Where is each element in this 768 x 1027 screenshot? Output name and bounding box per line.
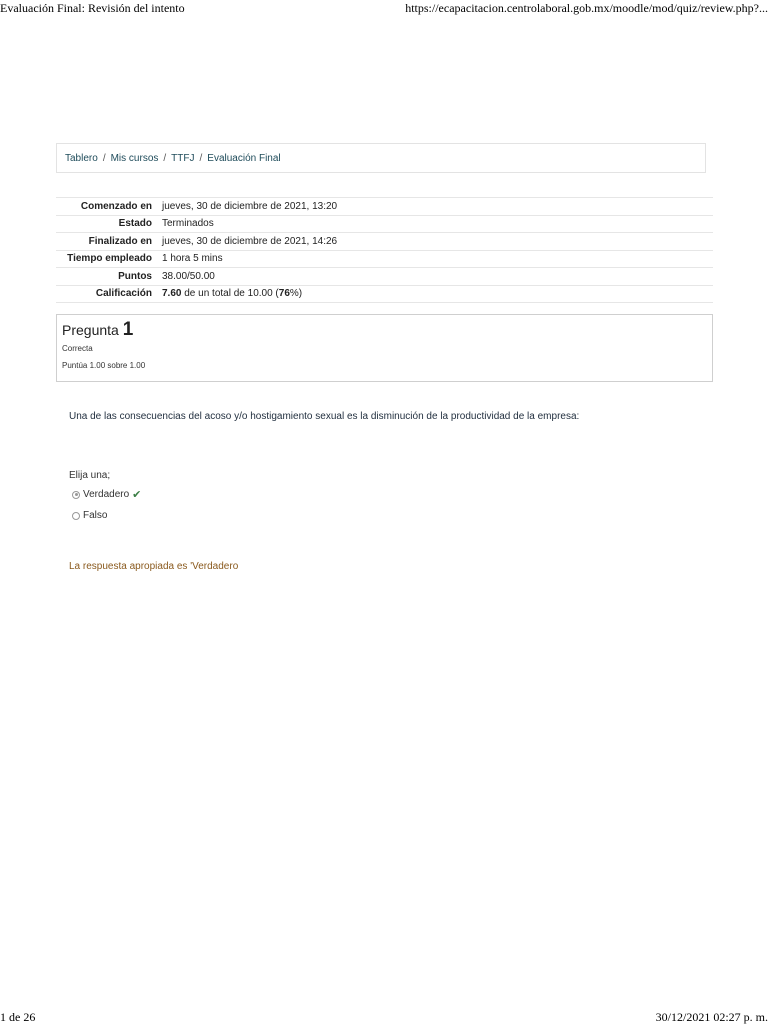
question-label: Pregunta (62, 322, 119, 338)
grade-percent: 76 (278, 288, 290, 300)
summary-row (56, 198, 713, 216)
grade-value (162, 285, 713, 303)
question-info-box (56, 314, 713, 382)
print-page-number: 1 de 26 (0, 1010, 36, 1024)
question-text: Una de las consecuencias del acoso y/o hostigamiento sexual es la disminución de la productividad de la empresa: (69, 411, 580, 422)
summary-row (56, 250, 713, 268)
check-icon: ✔ (132, 489, 142, 501)
radio-unselected-icon[interactable] (72, 512, 80, 520)
print-page-url: https://ecapacitacion.centrolaboral.gob.mx/moodle/mod/quiz/review.php?... (405, 1, 768, 15)
question-heading (62, 318, 712, 342)
attempt-summary-table (56, 197, 713, 303)
breadcrumb-item-tablero[interactable]: Tablero (65, 153, 98, 164)
summary-label: Puntos (56, 268, 162, 286)
grade-total: de un total de 10.00 ( (181, 288, 279, 300)
summary-label: Comenzado en (56, 198, 162, 216)
print-footer (0, 1009, 768, 1027)
breadcrumb (56, 143, 706, 173)
summary-row (56, 215, 713, 233)
summary-label: Finalizado en (56, 233, 162, 251)
option-falso[interactable] (72, 510, 107, 521)
breadcrumb-item-mis-cursos[interactable]: Mis cursos (110, 153, 159, 164)
summary-value: Terminados (162, 215, 713, 233)
grade-suffix: %) (289, 288, 303, 300)
summary-value: jueves, 30 de diciembre de 2021, 14:26 (162, 233, 713, 251)
question-grade: Puntúa 1.00 sobre 1.00 (62, 361, 146, 370)
print-page-title: Evaluación Final: Revisión del intento (0, 1, 185, 15)
option-label: Verdadero (83, 489, 130, 500)
summary-value: jueves, 30 de diciembre de 2021, 13:20 (162, 198, 713, 216)
breadcrumb-separator: / (199, 153, 203, 164)
answer-feedback: La respuesta apropiada es 'Verdadero (69, 561, 239, 572)
option-label: Falso (83, 510, 108, 521)
grade-label: Calificación (56, 285, 162, 303)
summary-row-grade (56, 285, 713, 303)
option-verdadero[interactable] (72, 488, 141, 501)
question-state: Correcta (62, 344, 93, 353)
print-header (0, 0, 768, 18)
grade-score: 7.60 (162, 288, 182, 300)
summary-label: Estado (56, 215, 162, 233)
summary-value: 38.00/50.00 (162, 268, 713, 286)
print-datetime: 30/12/2021 02:27 p. m. (655, 1010, 768, 1024)
summary-row (56, 233, 713, 251)
answer-prompt: Elija una; (69, 470, 111, 481)
breadcrumb-item-quiz[interactable]: Evaluación Final (207, 153, 281, 164)
breadcrumb-separator: / (102, 153, 106, 164)
breadcrumb-item-course[interactable]: TTFJ (171, 153, 195, 164)
summary-row (56, 268, 713, 286)
summary-value: 1 hora 5 mins (162, 250, 713, 268)
breadcrumb-separator: / (163, 153, 167, 164)
question-number: 1 (122, 319, 134, 340)
radio-selected-icon[interactable] (72, 491, 80, 499)
summary-label: Tiempo empleado (56, 250, 162, 268)
